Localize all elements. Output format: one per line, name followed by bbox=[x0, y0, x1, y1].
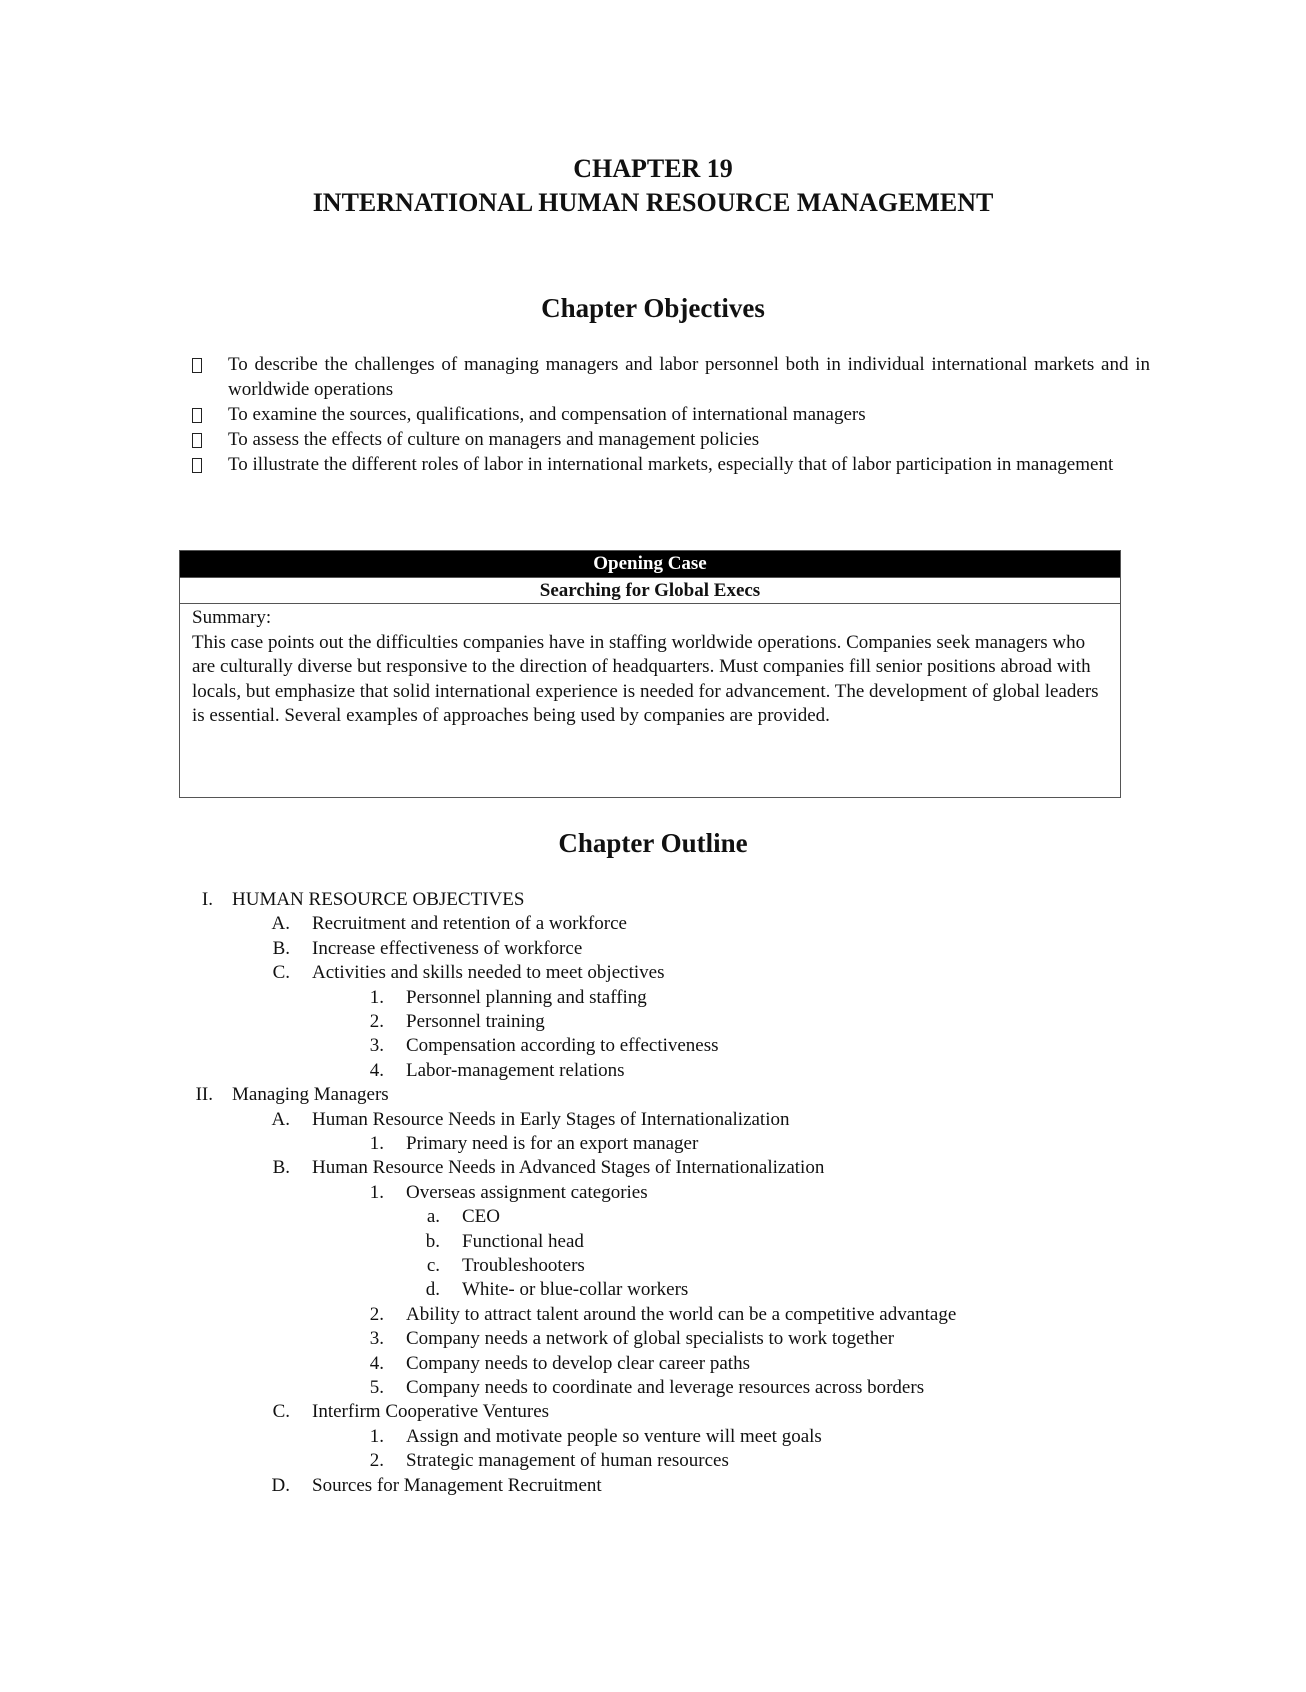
outline-text: Increase effectiveness of workforce bbox=[312, 937, 583, 959]
outline-marker: 2. bbox=[369, 1303, 384, 1325]
outline-marker: A. bbox=[271, 1108, 290, 1130]
bullet-box-icon bbox=[192, 408, 202, 423]
outline-marker: c. bbox=[426, 1255, 440, 1276]
outline-text: Overseas assignment categories bbox=[406, 1181, 648, 1203]
opening-case-body bbox=[180, 604, 1120, 731]
outline-text: Compensation according to effectiveness bbox=[406, 1035, 719, 1057]
outline-text: Personnel planning and staffing bbox=[406, 986, 647, 1008]
chapter-number: CHAPTER 19 bbox=[573, 154, 733, 183]
opening-case-title: Searching for Global Execs bbox=[180, 577, 1120, 604]
bullet-box-icon bbox=[192, 358, 202, 373]
outline-marker: B. bbox=[272, 937, 290, 959]
outline-marker: 3. bbox=[369, 1035, 384, 1057]
objective-item: To assess the effects of culture on managers and management policies bbox=[190, 427, 1150, 452]
outline-text: Sources for Management Recruitment bbox=[312, 1474, 602, 1496]
outline-text: HUMAN RESOURCE OBJECTIVES bbox=[232, 889, 525, 910]
outline-text: Interfirm Cooperative Ventures bbox=[312, 1401, 550, 1423]
outline-text: Company needs to coordinate and leverage resources across borders bbox=[406, 1377, 925, 1398]
objectives-list bbox=[190, 352, 1150, 477]
outline-text: CEO bbox=[462, 1206, 500, 1228]
outline-text: Company needs a network of global specialists to work together bbox=[406, 1328, 895, 1350]
outline-marker: 1. bbox=[369, 1133, 384, 1154]
outline-marker: 1. bbox=[369, 986, 384, 1008]
outline-text: Recruitment and retention of a workforce bbox=[312, 913, 627, 935]
outline-marker: 1. bbox=[369, 1425, 384, 1447]
outline-text: Labor-management relations bbox=[406, 1059, 625, 1081]
outline-text: Strategic management of human resources bbox=[406, 1450, 729, 1472]
outline-marker: I. bbox=[201, 889, 213, 910]
outline-text: Personnel training bbox=[406, 1011, 545, 1032]
opening-case-box bbox=[179, 550, 1121, 798]
outline-marker: D. bbox=[271, 1474, 290, 1496]
outline-text: Human Resource Needs in Early Stages of Internationalization bbox=[312, 1108, 790, 1130]
outline-marker: A. bbox=[271, 913, 290, 935]
outline-marker: C. bbox=[272, 962, 290, 984]
bullet-box-icon bbox=[192, 433, 202, 448]
summary-text: This case points out the difficulties companies have in staffing worldwide operations. Companies seek managers who are culturally diverse but responsive to the direction of headquarters. Must companies fill senior positions abroad with locals, but emphasize that solid international experience is needed for advancement. The development of global leaders is essential. Several examples of approaches being used by companies are provided. bbox=[192, 631, 1099, 726]
objective-item: To describe the challenges of managing managers and labor personnel both in individual international markets and in worldwide operations bbox=[190, 352, 1150, 402]
summary-label: Summary: bbox=[192, 607, 272, 628]
outline-marker: b. bbox=[425, 1230, 440, 1252]
outline-marker: II. bbox=[195, 1084, 213, 1106]
outline-marker: 4. bbox=[369, 1352, 384, 1374]
objective-item: To examine the sources, qualifications, and compensation of international managers bbox=[190, 402, 1150, 427]
outline-text: Ability to attract talent around the world can be a competitive advantage bbox=[406, 1303, 957, 1325]
outline-heading: Chapter Outline bbox=[558, 828, 748, 858]
outline-marker: a. bbox=[426, 1206, 440, 1228]
outline-text: Managing Managers bbox=[232, 1084, 389, 1106]
chapter-title: INTERNATIONAL HUMAN RESOURCE MANAGEMENT bbox=[312, 188, 994, 217]
outline-marker: 4. bbox=[369, 1059, 384, 1081]
outline-text: Troubleshooters bbox=[462, 1255, 585, 1276]
outline-marker: B. bbox=[272, 1157, 290, 1179]
opening-case-label: Opening Case bbox=[180, 551, 1120, 577]
outline-text: Company needs to develop clear career paths bbox=[406, 1352, 750, 1374]
outline-text: Functional head bbox=[462, 1230, 584, 1252]
outline-marker: 1. bbox=[369, 1181, 384, 1203]
outline-text: Human Resource Needs in Advanced Stages of Internationalization bbox=[312, 1157, 825, 1179]
outline-text: Primary need is for an export manager bbox=[406, 1133, 699, 1154]
objectives-heading: Chapter Objectives bbox=[541, 293, 765, 323]
outline-marker: d. bbox=[425, 1279, 440, 1301]
outline-text: White- or blue-collar workers bbox=[462, 1279, 689, 1301]
outline-marker: 2. bbox=[369, 1011, 384, 1032]
outline-text: Activities and skills needed to meet objectives bbox=[312, 962, 665, 984]
outline-marker: 5. bbox=[369, 1377, 384, 1398]
outline-marker: C. bbox=[272, 1401, 290, 1423]
outline-marker: 3. bbox=[369, 1328, 384, 1350]
outline-text: Assign and motivate people so venture will meet goals bbox=[406, 1425, 822, 1447]
bullet-box-icon bbox=[192, 458, 202, 473]
outline-marker: 2. bbox=[369, 1450, 384, 1472]
objective-item: To illustrate the different roles of labor in international markets, especially that of labor participation in management bbox=[190, 452, 1150, 477]
